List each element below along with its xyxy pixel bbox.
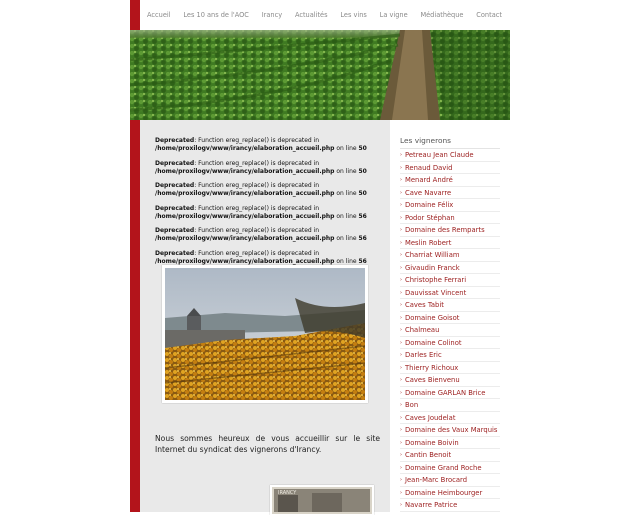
chevron-right-icon: › [400, 439, 402, 446]
sidebar-item-vigneron[interactable] [400, 324, 500, 337]
sidebar-item-vigneron[interactable] [400, 487, 500, 500]
sidebar-item-label: Domaine Colinot [405, 338, 462, 347]
village-vineyard-image [165, 268, 365, 400]
sidebar-item-vigneron[interactable] [400, 387, 500, 400]
sidebar-item-vigneron[interactable] [400, 149, 500, 162]
sidebar-item-vigneron[interactable] [400, 237, 500, 250]
chevron-right-icon: › [400, 239, 402, 246]
deprecated-on: on line [334, 212, 359, 220]
sidebar-item-label: Caves Bienvenu [405, 376, 460, 384]
deprecated-message: : Function ereg_replace() is deprecated in [194, 137, 320, 144]
deprecated-notice [155, 137, 367, 153]
stamp-picture [272, 487, 372, 514]
stamp-image [270, 485, 374, 515]
deprecated-line: 56 [358, 257, 367, 265]
deprecated-line: 50 [358, 167, 367, 175]
deprecated-line: 56 [358, 235, 367, 243]
chevron-right-icon: › [400, 302, 402, 308]
deprecated-label: Deprecated [155, 249, 195, 257]
deprecated-label: Deprecated [155, 137, 195, 144]
deprecated-on: on line [334, 235, 359, 243]
sidebar-item-vigneron[interactable] [400, 249, 500, 262]
deprecated-notice [155, 205, 367, 221]
main-content [140, 120, 390, 512]
deprecated-message: : Function ereg_replace() is deprecated in [194, 204, 320, 212]
sidebar-item-vigneron[interactable] [400, 462, 500, 475]
sidebar-item-label: Petreau Jean Claude [405, 151, 474, 159]
sidebar-item-vigneron[interactable] [400, 474, 500, 487]
sidebar-item-label: Cantin Benoit [405, 451, 452, 459]
nav-accueil[interactable]: Accueil [147, 11, 171, 19]
deprecated-path: /home/proxilogv/www/irancy/elaboration_accueil.php [155, 212, 335, 220]
chevron-right-icon: › [400, 327, 402, 333]
chevron-right-icon: › [400, 477, 402, 483]
sidebar-item-vigneron[interactable] [400, 224, 500, 237]
sidebar-item-vigneron[interactable] [400, 374, 500, 387]
nav-la-vigne[interactable]: La vigne [379, 11, 408, 19]
sidebar-item-vigneron[interactable] [400, 187, 500, 200]
deprecated-message: : Function ereg_replace() is deprecated in [194, 159, 320, 167]
chevron-right-icon: › [400, 427, 402, 433]
sidebar-item-label: Dauvissat Vincent [405, 288, 467, 297]
sidebar-item-label: Chalmeau [405, 326, 440, 334]
chevron-right-icon: › [400, 502, 402, 508]
sidebar-item-vigneron[interactable] [400, 274, 500, 287]
sidebar-item-vigneron[interactable] [400, 199, 500, 212]
chevron-right-icon: › [400, 464, 402, 471]
deprecated-notice [155, 160, 367, 176]
sidebar-item-vigneron[interactable] [400, 349, 500, 362]
deprecated-message: : Function ereg_replace() is deprecated in [194, 182, 320, 189]
sidebar-item-vigneron[interactable] [400, 449, 500, 462]
nav-10-ans[interactable]: Les 10 ans de l'AOC [183, 11, 249, 19]
deprecated-path: /home/proxilogv/www/irancy/elaboration_accueil.php [155, 257, 335, 265]
sidebar-item-vigneron[interactable] [400, 399, 500, 412]
deprecated-path: /home/proxilogv/www/irancy/elaboration_accueil.php [155, 235, 335, 243]
deprecated-path: /home/proxilogv/www/irancy/elaboration_accueil.php [155, 190, 335, 198]
chevron-right-icon: › [400, 177, 402, 183]
sidebar-item-label: Thierry Richoux [405, 363, 459, 372]
sidebar-item-label: Givaudin Franck [405, 263, 460, 272]
chevron-right-icon: › [400, 489, 402, 496]
sidebar-item-label: Renaud David [405, 163, 453, 172]
chevron-right-icon: › [400, 202, 402, 208]
sidebar-item-label: Menard André [405, 176, 453, 184]
deprecated-on: on line [334, 145, 359, 153]
sidebar-item-vigneron[interactable] [400, 412, 500, 425]
sidebar-item-label: Domaine des Vaux Marquis [405, 426, 498, 434]
main-nav [140, 0, 510, 30]
sidebar-item-label: Bon [405, 401, 419, 409]
vineyard-banner-image [130, 30, 510, 120]
chevron-right-icon: › [400, 389, 402, 396]
sidebar-item-label: Domaine Goisot [405, 313, 460, 322]
deprecated-notice [155, 182, 367, 198]
chevron-right-icon: › [400, 164, 402, 171]
deprecated-label: Deprecated [155, 204, 195, 212]
deprecated-on: on line [334, 257, 359, 265]
deprecated-on: on line [334, 190, 359, 198]
chevron-right-icon: › [400, 452, 402, 458]
vineyard-banner [130, 30, 510, 120]
sidebar-item-vigneron[interactable] [400, 262, 500, 275]
sidebar-item-label: Caves Joudelat [405, 413, 456, 422]
chevron-right-icon: › [400, 402, 402, 408]
deprecated-message: : Function ereg_replace() is deprecated in [194, 227, 320, 234]
deprecated-message: : Function ereg_replace() is deprecated in [194, 249, 320, 257]
sidebar-item-vigneron[interactable] [400, 287, 500, 300]
deprecated-line: 50 [358, 190, 367, 198]
nav-contact[interactable]: Contact [476, 11, 502, 19]
chevron-right-icon: › [400, 352, 402, 358]
deprecated-label: Deprecated [155, 182, 195, 189]
chevron-right-icon: › [400, 252, 402, 258]
vignerons-list [400, 149, 500, 512]
sidebar-item-label: Cave Navarre [405, 188, 452, 197]
sidebar-item-label: Podor Stéphan [405, 213, 455, 222]
sidebar-item-label: Jean-Marc Brocard [405, 476, 468, 484]
welcome-text: Nous sommes heureux de vous accueillir sur le site Internet du syndicat des vignerons d'Irancy. [155, 433, 380, 454]
deprecated-line: 56 [358, 212, 367, 220]
sidebar-item-label: Caves Tabit [405, 301, 444, 309]
deprecated-path: /home/proxilogv/www/irancy/elaboration_accueil.php [155, 167, 335, 175]
sidebar-item-vigneron[interactable] [400, 362, 500, 375]
sidebar-item-vigneron[interactable] [400, 299, 500, 312]
sidebar-item-label: Christophe Ferrari [405, 276, 467, 284]
nav-les-vins[interactable]: Les vins [340, 11, 367, 19]
chevron-right-icon: › [400, 214, 402, 221]
sidebar-item-label: Domaine des Remparts [405, 226, 485, 234]
nav-mediatheque[interactable]: Médiathèque [420, 11, 464, 19]
chevron-right-icon: › [400, 364, 402, 371]
deprecated-line: 50 [358, 145, 367, 153]
chevron-right-icon: › [400, 264, 402, 271]
chevron-right-icon: › [400, 277, 402, 283]
chevron-right-icon: › [400, 314, 402, 321]
chevron-right-icon: › [400, 189, 402, 196]
sidebar-item-vigneron[interactable] [400, 424, 500, 437]
irancy-village-photo [162, 265, 368, 403]
sidebar-item-vigneron[interactable] [400, 337, 500, 350]
chevron-right-icon: › [400, 377, 402, 383]
sidebar-item-label: Domaine Grand Roche [405, 463, 482, 472]
deprecated-label: Deprecated [155, 159, 195, 167]
sidebar-item-label: Charriat William [405, 251, 460, 259]
chevron-right-icon: › [400, 339, 402, 346]
sidebar-vignerons [400, 130, 500, 512]
stamp-text: IRANCY [278, 490, 297, 496]
sidebar-item-label: Domaine GARLAN Brice [405, 388, 486, 397]
sidebar-item-vigneron[interactable] [400, 312, 500, 325]
deprecated-on: on line [334, 167, 359, 175]
chevron-right-icon: › [400, 152, 402, 158]
sidebar-title: Les vignerons [400, 130, 500, 149]
sidebar-item-vigneron[interactable] [400, 499, 500, 512]
sidebar-item-label: Meslin Robert [405, 238, 452, 247]
deprecated-notice [155, 227, 367, 243]
sidebar-item-vigneron[interactable] [400, 174, 500, 187]
nav-actualites[interactable]: Actualités [294, 11, 328, 19]
chevron-right-icon: › [400, 414, 402, 421]
sidebar-item-label: Domaine Boivin [405, 438, 459, 447]
sidebar-item-vigneron[interactable] [400, 437, 500, 450]
chevron-right-icon: › [400, 227, 402, 233]
deprecated-notice [155, 250, 367, 266]
deprecated-label: Deprecated [155, 227, 195, 234]
chevron-right-icon: › [400, 289, 402, 296]
sidebar-item-vigneron[interactable] [400, 162, 500, 175]
sidebar-item-vigneron[interactable] [400, 212, 500, 225]
sidebar-item-label: Darles Eric [405, 351, 442, 359]
sidebar-item-label: Navarre Patrice [405, 501, 458, 509]
deprecated-path: /home/proxilogv/www/irancy/elaboration_accueil.php [155, 145, 335, 153]
nav-irancy[interactable]: Irancy [261, 11, 283, 19]
sidebar-item-label: Domaine Félix [405, 201, 454, 209]
sidebar-item-label: Domaine Heimbourger [405, 488, 483, 497]
